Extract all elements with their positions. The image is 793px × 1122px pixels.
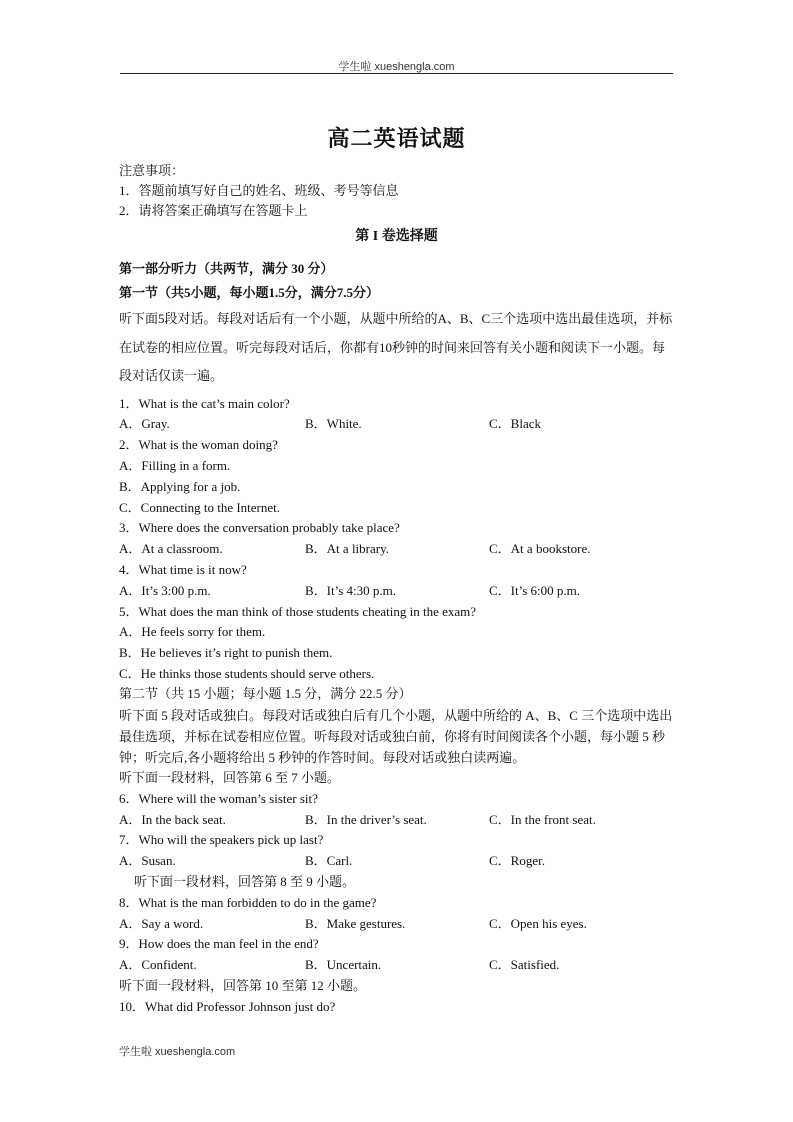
q2-option-b: B．Applying for a job. [119, 479, 241, 494]
q6-option-a: A．In the back seat. [119, 812, 226, 827]
q5-option-c: C．He thinks those students should serve others. [119, 666, 375, 681]
q1-option-b: B．White. [305, 416, 362, 431]
q6-option-b: B．In the driver’s seat. [305, 812, 427, 827]
material-10-12: 听下面一段材料，回答第 10 至第 12 小题。 [119, 978, 367, 993]
q1-stem: 1．What is the cat’s main color? [119, 396, 290, 411]
q6-option-c: C．In the front seat. [489, 812, 596, 827]
section2-heading: 第二节（共 15 小题；每小题 1.5 分，满分 22.5 分） [119, 686, 412, 701]
q8-option-b: B．Make gestures. [305, 916, 406, 931]
page-title: 高二英语试题 [327, 126, 466, 151]
q6-stem: 6．Where will the woman’s sister sit? [119, 791, 318, 806]
q7-stem: 7．Who will the speakers pick up last? [119, 832, 324, 847]
q2-stem: 2．What is the woman doing? [119, 437, 278, 452]
q5-option-a: A．He feels sorry for them. [119, 624, 266, 639]
q9-option-c: C．Satisfied. [489, 957, 560, 972]
q3-option-a: A．At a classroom. [119, 541, 223, 556]
q8-option-a: A．Say a word. [119, 916, 204, 931]
q9-option-b: B．Uncertain. [305, 957, 382, 972]
page-header-site: 学生啦 xueshengla.com [338, 61, 455, 73]
q7-option-b: B．Carl. [305, 853, 353, 868]
notice-item-2: 2．请将答案正确填写在答题卡上 [119, 203, 308, 218]
notice-item-1: 1．答题前填写好自己的姓名、班级、考号等信息 [119, 183, 399, 198]
q7-option-c: C．Roger. [489, 853, 545, 868]
q4-option-b: B．It’s 4:30 p.m. [305, 583, 397, 598]
section1-instructions: 听下面5段对话。每段对话后有一个小题，从题中所给的A、B、C三个选项中选出最佳选项，并标在试卷的相应位置。听完每段对话后，你都有10秒钟的时间来回答有关小题和阅读下一小题。每段对话仅读一遍。 [119, 311, 673, 383]
part1-heading: 第一部分听力（共两节，满分 30 分） [119, 261, 334, 276]
q3-option-b: B．At a library. [305, 541, 389, 556]
q3-option-c: C．At a bookstore. [489, 541, 591, 556]
section1-heading: 第一节（共5小题，每小题1.5分，满分7.5分） [119, 285, 380, 300]
q5-option-b: B．He believes it’s right to punish them. [119, 645, 333, 660]
q5-stem: 5．What does the man think of those students cheating in the exam? [119, 604, 477, 619]
q2-option-c: C．Connecting to the Internet. [119, 500, 281, 515]
q4-option-a: A．It’s 3:00 p.m. [119, 583, 211, 598]
section2-instructions: 听下面 5 段对话或独白。每段对话或独白后有几个小题，从题中所给的 A、B、C 三个选项中选出最佳选项，并标在试卷相应位置。听每段对话或独白前，你将有时间阅读各个小题，每小题 5 秒钟；听完后,各小题将给出 5 秒钟的作答时间。每段对话或独白读两遍。 [119, 708, 673, 765]
q9-option-a: A．Confident. [119, 957, 197, 972]
q4-stem: 4．What time is it now? [119, 562, 247, 577]
q3-stem: 3．Where does the conversation probably take place? [119, 520, 400, 535]
q2-option-a: A．Filling in a form. [119, 458, 231, 473]
q1-option-a: A．Gray. [119, 416, 170, 431]
q7-option-a: A．Susan. [119, 853, 176, 868]
material-6-7: 听下面一段材料，回答第 6 至 7 小题。 [119, 770, 341, 785]
material-8-9: 听下面一段材料，回答第 8 至 9 小题。 [134, 874, 356, 889]
q9-stem: 9．How does the man feel in the end? [119, 936, 319, 951]
q10-stem: 10．What did Professor Johnson just do? [119, 999, 336, 1014]
q4-option-c: C．It’s 6:00 p.m. [489, 583, 581, 598]
header-divider [120, 73, 673, 74]
page-footer-site: 学生啦 xueshengla.com [119, 1046, 236, 1058]
notice-heading: 注意事项： [119, 163, 185, 178]
volume-title: 第 I 卷选择题 [355, 229, 438, 244]
q8-option-c: C．Open his eyes. [489, 916, 587, 931]
q1-option-c: C．Black [489, 416, 541, 431]
q8-stem: 8．What is the man forbidden to do in the game? [119, 895, 377, 910]
